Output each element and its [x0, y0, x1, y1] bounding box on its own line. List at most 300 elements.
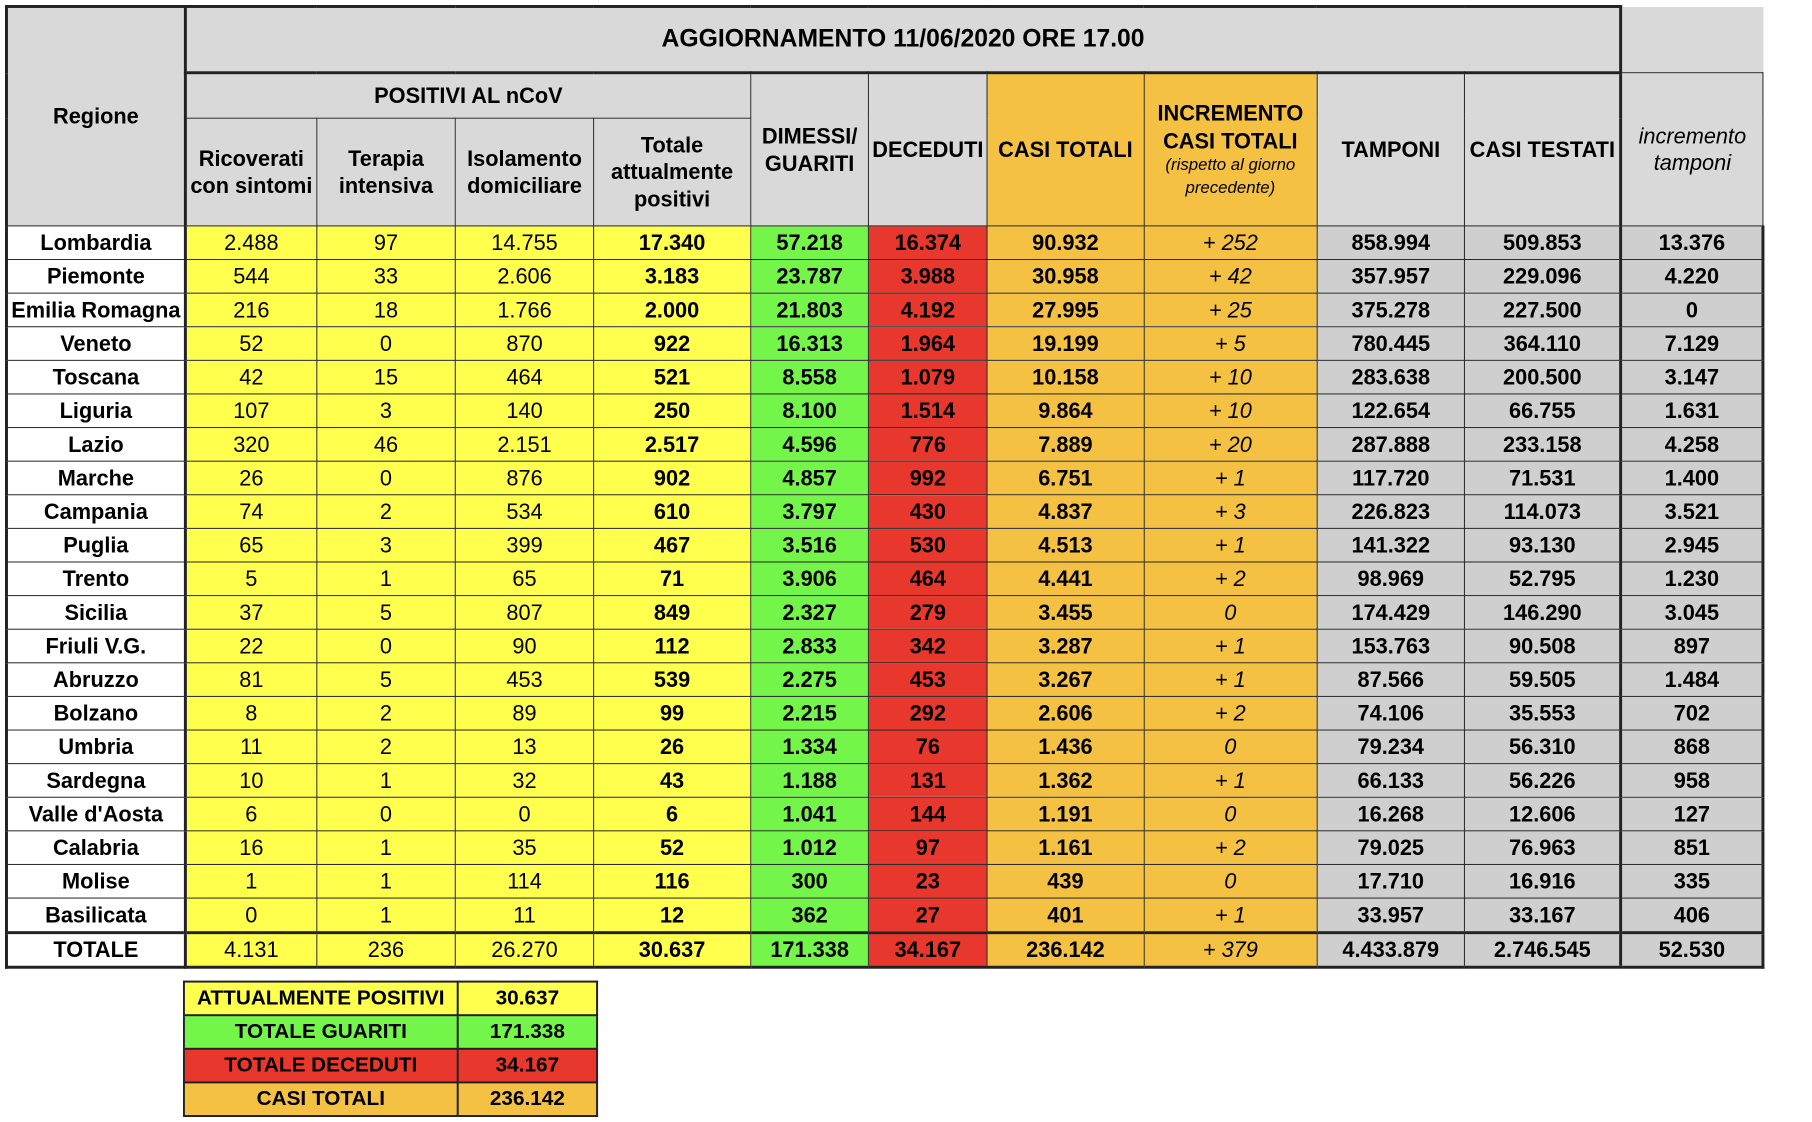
cell-incremento-tamponi: 7.129 [1621, 327, 1763, 361]
cell-incremento-tamponi: 13.376 [1621, 226, 1763, 260]
cell-casi-totali: 30.958 [987, 260, 1144, 294]
cell-incremento-tamponi: 1.631 [1621, 394, 1763, 428]
cell-incremento-tamponi: 0 [1621, 293, 1763, 327]
cell-casi-testati: 509.853 [1465, 226, 1621, 260]
cell-ricoverati: 1 [185, 864, 316, 898]
cell-totale-positivi: 112 [594, 629, 751, 663]
cell-ricoverati: 42 [185, 360, 316, 394]
cell-isolamento: 32 [455, 764, 593, 798]
cell-deceduti: 992 [869, 461, 987, 495]
cell-terapia: 1 [316, 864, 455, 898]
cell-deceduti: 144 [869, 797, 987, 831]
cell-casi-testati: 114.073 [1465, 495, 1621, 529]
cell-ricoverati: 2.488 [185, 226, 316, 260]
cell-tamponi: 98.969 [1317, 562, 1465, 596]
cell-deceduti: 4.192 [869, 293, 987, 327]
summary-row [184, 1082, 597, 1116]
cell-tamponi: 16.268 [1317, 797, 1465, 831]
cell-casi-totali: 236.142 [987, 933, 1144, 968]
cell-casi-totali: 19.199 [987, 327, 1144, 361]
cell-totale-positivi: 6 [594, 797, 751, 831]
cell-terapia: 0 [316, 327, 455, 361]
cell-regione: Molise [6, 864, 185, 898]
cell-terapia: 2 [316, 730, 455, 764]
header-dimessi: DIMESSI/ GUARITI [751, 73, 869, 226]
cell-isolamento: 65 [455, 562, 593, 596]
cell-isolamento: 807 [455, 596, 593, 630]
cell-deceduti: 97 [869, 831, 987, 865]
cell-dimessi: 2.215 [751, 696, 869, 730]
cell-incremento: + 1 [1144, 898, 1317, 933]
cell-incremento-tamponi: 3.147 [1621, 360, 1763, 394]
cell-casi-testati: 90.508 [1465, 629, 1621, 663]
cell-isolamento: 2.151 [455, 428, 593, 462]
cell-regione: Veneto [6, 327, 185, 361]
table-row [6, 764, 1762, 798]
cell-ricoverati: 216 [185, 293, 316, 327]
cell-terapia: 236 [316, 933, 455, 968]
cell-ricoverati: 81 [185, 663, 316, 697]
cell-tamponi: 780.445 [1317, 327, 1465, 361]
cell-isolamento: 140 [455, 394, 593, 428]
cell-casi-totali: 3.287 [987, 629, 1144, 663]
header-incremento [1144, 73, 1317, 226]
cell-isolamento: 870 [455, 327, 593, 361]
cell-totale-positivi: 12 [594, 898, 751, 933]
cell-tamponi: 141.322 [1317, 528, 1465, 562]
cell-regione: Friuli V.G. [6, 629, 185, 663]
cell-regione: Emilia Romagna [6, 293, 185, 327]
cell-totale-positivi: 52 [594, 831, 751, 865]
cell-isolamento: 464 [455, 360, 593, 394]
cell-dimessi: 23.787 [751, 260, 869, 294]
cell-regione: Abruzzo [6, 663, 185, 697]
table-row [6, 260, 1762, 294]
cell-totale-positivi: 2.000 [594, 293, 751, 327]
summary-label: TOTALE GUARITI [184, 1015, 458, 1049]
cell-terapia: 0 [316, 797, 455, 831]
cell-isolamento: 14.755 [455, 226, 593, 260]
cell-incremento: + 1 [1144, 764, 1317, 798]
cell-tamponi: 79.234 [1317, 730, 1465, 764]
cell-ricoverati: 11 [185, 730, 316, 764]
cell-casi-testati: 76.963 [1465, 831, 1621, 865]
cell-dimessi: 57.218 [751, 226, 869, 260]
table-row [6, 663, 1762, 697]
cell-isolamento: 0 [455, 797, 593, 831]
cell-isolamento: 1.766 [455, 293, 593, 327]
cell-incremento-tamponi: 127 [1621, 797, 1763, 831]
cell-terapia: 2 [316, 495, 455, 529]
cell-totale-positivi: 26 [594, 730, 751, 764]
cell-tamponi: 17.710 [1317, 864, 1465, 898]
cell-casi-testati: 233.158 [1465, 428, 1621, 462]
cell-casi-testati: 56.310 [1465, 730, 1621, 764]
cell-dimessi: 171.338 [751, 933, 869, 968]
cell-terapia: 2 [316, 696, 455, 730]
cell-casi-totali: 3.267 [987, 663, 1144, 697]
cell-totale-positivi: 3.183 [594, 260, 751, 294]
cell-terapia: 0 [316, 461, 455, 495]
cell-totale-positivi: 539 [594, 663, 751, 697]
cell-incremento: + 2 [1144, 831, 1317, 865]
header-deceduti: DECEDUTI [869, 73, 987, 226]
summary-value: 236.142 [458, 1082, 597, 1116]
cell-totale-positivi: 250 [594, 394, 751, 428]
cell-incremento-tamponi: 702 [1621, 696, 1763, 730]
cell-regione: Valle d'Aosta [6, 797, 185, 831]
report [5, 5, 1764, 1111]
cell-isolamento: 534 [455, 495, 593, 529]
cell-terapia: 97 [316, 226, 455, 260]
cell-incremento-tamponi: 1.230 [1621, 562, 1763, 596]
cell-totale-positivi: 2.517 [594, 428, 751, 462]
cell-casi-totali: 1.161 [987, 831, 1144, 865]
cell-terapia: 0 [316, 629, 455, 663]
cell-incremento: + 42 [1144, 260, 1317, 294]
cell-incremento-tamponi: 851 [1621, 831, 1763, 865]
cell-casi-testati: 16.916 [1465, 864, 1621, 898]
cell-tamponi: 4.433.879 [1317, 933, 1465, 968]
cell-deceduti: 16.374 [869, 226, 987, 260]
cell-ricoverati: 8 [185, 696, 316, 730]
cell-tamponi: 87.566 [1317, 663, 1465, 697]
cell-deceduti: 530 [869, 528, 987, 562]
cell-dimessi: 1.012 [751, 831, 869, 865]
cell-regione: Toscana [6, 360, 185, 394]
cell-dimessi: 2.833 [751, 629, 869, 663]
table-row [6, 528, 1762, 562]
cell-tamponi: 33.957 [1317, 898, 1465, 933]
cell-casi-testati: 229.096 [1465, 260, 1621, 294]
cell-totale-positivi: 849 [594, 596, 751, 630]
cell-regione: Piemonte [6, 260, 185, 294]
cell-incremento: 0 [1144, 730, 1317, 764]
cell-tamponi: 858.994 [1317, 226, 1465, 260]
cell-dimessi: 1.041 [751, 797, 869, 831]
cell-deceduti: 279 [869, 596, 987, 630]
cell-ricoverati: 22 [185, 629, 316, 663]
cell-dimessi: 1.188 [751, 764, 869, 798]
cell-incremento: + 2 [1144, 696, 1317, 730]
cell-totale-positivi: 116 [594, 864, 751, 898]
cell-isolamento: 89 [455, 696, 593, 730]
cell-incremento-tamponi: 1.400 [1621, 461, 1763, 495]
header-incremento-note: (rispetto al giorno precedente) [1165, 155, 1296, 197]
cell-casi-testati: 56.226 [1465, 764, 1621, 798]
header-isolamento: Isolamento domiciliare [455, 118, 593, 226]
cell-incremento: 0 [1144, 797, 1317, 831]
cell-incremento-tamponi: 2.945 [1621, 528, 1763, 562]
cell-tamponi: 226.823 [1317, 495, 1465, 529]
table-row [6, 730, 1762, 764]
cell-ricoverati: 0 [185, 898, 316, 933]
covid-regional-table [5, 5, 1764, 969]
cell-isolamento: 2.606 [455, 260, 593, 294]
cell-casi-testati: 66.755 [1465, 394, 1621, 428]
cell-incremento: + 10 [1144, 394, 1317, 428]
cell-incremento-tamponi: 406 [1621, 898, 1763, 933]
cell-ricoverati: 10 [185, 764, 316, 798]
cell-casi-testati: 33.167 [1465, 898, 1621, 933]
cell-ricoverati: 320 [185, 428, 316, 462]
cell-casi-totali: 10.158 [987, 360, 1144, 394]
cell-terapia: 5 [316, 596, 455, 630]
cell-incremento: 0 [1144, 596, 1317, 630]
cell-incremento-tamponi: 958 [1621, 764, 1763, 798]
cell-isolamento: 453 [455, 663, 593, 697]
cell-casi-totali: 439 [987, 864, 1144, 898]
cell-deceduti: 464 [869, 562, 987, 596]
cell-totale-positivi: 922 [594, 327, 751, 361]
cell-dimessi: 300 [751, 864, 869, 898]
cell-deceduti: 76 [869, 730, 987, 764]
cell-casi-totali: 6.751 [987, 461, 1144, 495]
cell-isolamento: 114 [455, 864, 593, 898]
cell-casi-totali: 90.932 [987, 226, 1144, 260]
cell-deceduti: 34.167 [869, 933, 987, 968]
cell-terapia: 1 [316, 831, 455, 865]
cell-isolamento: 90 [455, 629, 593, 663]
cell-incremento-tamponi: 3.045 [1621, 596, 1763, 630]
header-incremento-label: INCREMENTO CASI TOTALI [1157, 100, 1304, 153]
cell-casi-totali: 2.606 [987, 696, 1144, 730]
cell-incremento-tamponi: 4.258 [1621, 428, 1763, 462]
cell-dimessi: 3.797 [751, 495, 869, 529]
table-row [6, 360, 1762, 394]
cell-deceduti: 453 [869, 663, 987, 697]
cell-casi-testati: 93.130 [1465, 528, 1621, 562]
cell-incremento: + 1 [1144, 663, 1317, 697]
cell-ricoverati: 74 [185, 495, 316, 529]
cell-regione: Sicilia [6, 596, 185, 630]
summary-table [183, 981, 598, 1117]
cell-dimessi: 21.803 [751, 293, 869, 327]
cell-tamponi: 117.720 [1317, 461, 1465, 495]
cell-incremento: + 10 [1144, 360, 1317, 394]
total-row [6, 933, 1762, 968]
cell-ricoverati: 16 [185, 831, 316, 865]
header-casi-testati: CASI TESTATI [1465, 73, 1621, 226]
cell-casi-totali: 9.864 [987, 394, 1144, 428]
summary-row [184, 982, 597, 1016]
table-row [6, 562, 1762, 596]
cell-incremento: + 25 [1144, 293, 1317, 327]
table-row [6, 461, 1762, 495]
cell-dimessi: 2.327 [751, 596, 869, 630]
cell-dimessi: 3.906 [751, 562, 869, 596]
cell-incremento: + 1 [1144, 461, 1317, 495]
cell-regione: Calabria [6, 831, 185, 865]
cell-incremento: + 379 [1144, 933, 1317, 968]
table-row [6, 327, 1762, 361]
cell-isolamento: 11 [455, 898, 593, 933]
cell-ricoverati: 4.131 [185, 933, 316, 968]
cell-ricoverati: 5 [185, 562, 316, 596]
cell-casi-totali: 4.513 [987, 528, 1144, 562]
cell-casi-testati: 12.606 [1465, 797, 1621, 831]
cell-deceduti: 292 [869, 696, 987, 730]
summary-row [184, 1049, 597, 1083]
cell-incremento: + 3 [1144, 495, 1317, 529]
cell-incremento: + 1 [1144, 528, 1317, 562]
cell-totale-positivi: 43 [594, 764, 751, 798]
cell-casi-totali: 1.191 [987, 797, 1144, 831]
cell-isolamento: 876 [455, 461, 593, 495]
cell-tamponi: 357.957 [1317, 260, 1465, 294]
cell-casi-testati: 227.500 [1465, 293, 1621, 327]
cell-terapia: 15 [316, 360, 455, 394]
cell-regione: Trento [6, 562, 185, 596]
cell-regione: Lombardia [6, 226, 185, 260]
cell-regione: Liguria [6, 394, 185, 428]
cell-terapia: 1 [316, 898, 455, 933]
cell-isolamento: 13 [455, 730, 593, 764]
page-title: AGGIORNAMENTO 11/06/2020 ORE 17.00 [185, 6, 1621, 72]
cell-incremento-tamponi: 52.530 [1621, 933, 1763, 968]
cell-terapia: 18 [316, 293, 455, 327]
table-row [6, 394, 1762, 428]
cell-deceduti: 23 [869, 864, 987, 898]
summary-label: TOTALE DECEDUTI [184, 1049, 458, 1083]
cell-incremento-tamponi: 335 [1621, 864, 1763, 898]
cell-ricoverati: 107 [185, 394, 316, 428]
cell-incremento-tamponi: 1.484 [1621, 663, 1763, 697]
header-casi-totali: CASI TOTALI [987, 73, 1144, 226]
cell-casi-testati: 146.290 [1465, 596, 1621, 630]
cell-terapia: 33 [316, 260, 455, 294]
cell-regione: Sardegna [6, 764, 185, 798]
cell-terapia: 3 [316, 394, 455, 428]
cell-incremento: + 5 [1144, 327, 1317, 361]
cell-casi-testati: 59.505 [1465, 663, 1621, 697]
table-row [6, 428, 1762, 462]
summary-value: 34.167 [458, 1049, 597, 1083]
cell-incremento-tamponi: 897 [1621, 629, 1763, 663]
table-row [6, 495, 1762, 529]
header-incremento-tamponi: incremento tamponi [1621, 73, 1763, 226]
cell-tamponi: 79.025 [1317, 831, 1465, 865]
cell-ricoverati: 544 [185, 260, 316, 294]
cell-casi-totali: 7.889 [987, 428, 1144, 462]
cell-ricoverati: 52 [185, 327, 316, 361]
cell-dimessi: 4.857 [751, 461, 869, 495]
cell-regione: Campania [6, 495, 185, 529]
cell-regione: Puglia [6, 528, 185, 562]
cell-casi-testati: 71.531 [1465, 461, 1621, 495]
cell-regione: TOTALE [6, 933, 185, 968]
cell-casi-testati: 52.795 [1465, 562, 1621, 596]
cell-dimessi: 16.313 [751, 327, 869, 361]
cell-deceduti: 3.988 [869, 260, 987, 294]
cell-deceduti: 1.079 [869, 360, 987, 394]
table-row [6, 596, 1762, 630]
cell-casi-totali: 1.436 [987, 730, 1144, 764]
cell-deceduti: 27 [869, 898, 987, 933]
cell-terapia: 5 [316, 663, 455, 697]
cell-isolamento: 35 [455, 831, 593, 865]
cell-deceduti: 776 [869, 428, 987, 462]
cell-casi-testati: 2.746.545 [1465, 933, 1621, 968]
cell-totale-positivi: 902 [594, 461, 751, 495]
cell-casi-testati: 35.553 [1465, 696, 1621, 730]
cell-totale-positivi: 521 [594, 360, 751, 394]
cell-incremento: + 252 [1144, 226, 1317, 260]
table-row [6, 629, 1762, 663]
cell-tamponi: 287.888 [1317, 428, 1465, 462]
cell-dimessi: 3.516 [751, 528, 869, 562]
cell-tamponi: 375.278 [1317, 293, 1465, 327]
cell-casi-totali: 27.995 [987, 293, 1144, 327]
cell-dimessi: 2.275 [751, 663, 869, 697]
cell-tamponi: 74.106 [1317, 696, 1465, 730]
cell-regione: Lazio [6, 428, 185, 462]
cell-tamponi: 174.429 [1317, 596, 1465, 630]
header-positivi-group: POSITIVI AL nCoV [185, 73, 750, 118]
cell-deceduti: 131 [869, 764, 987, 798]
cell-terapia: 3 [316, 528, 455, 562]
cell-totale-positivi: 71 [594, 562, 751, 596]
table-row [6, 797, 1762, 831]
cell-ricoverati: 6 [185, 797, 316, 831]
cell-casi-testati: 200.500 [1465, 360, 1621, 394]
cell-casi-testati: 364.110 [1465, 327, 1621, 361]
cell-tamponi: 153.763 [1317, 629, 1465, 663]
header-terapia: Terapia intensiva [316, 118, 455, 226]
table-row [6, 293, 1762, 327]
table-row [6, 226, 1762, 260]
table-row [6, 898, 1762, 933]
cell-regione: Marche [6, 461, 185, 495]
cell-incremento: + 2 [1144, 562, 1317, 596]
cell-tamponi: 66.133 [1317, 764, 1465, 798]
cell-isolamento: 26.270 [455, 933, 593, 968]
cell-dimessi: 4.596 [751, 428, 869, 462]
cell-incremento-tamponi: 868 [1621, 730, 1763, 764]
summary-value: 30.637 [458, 982, 597, 1016]
cell-totale-positivi: 467 [594, 528, 751, 562]
cell-totale-positivi: 610 [594, 495, 751, 529]
table-row [6, 696, 1762, 730]
header-totale-positivi: Totale attualmente positivi [594, 118, 751, 226]
header-ricoverati: Ricoverati con sintomi [185, 118, 316, 226]
cell-ricoverati: 37 [185, 596, 316, 630]
cell-deceduti: 1.964 [869, 327, 987, 361]
cell-deceduti: 1.514 [869, 394, 987, 428]
cell-tamponi: 122.654 [1317, 394, 1465, 428]
cell-dimessi: 8.100 [751, 394, 869, 428]
cell-ricoverati: 65 [185, 528, 316, 562]
cell-totale-positivi: 30.637 [594, 933, 751, 968]
cell-isolamento: 399 [455, 528, 593, 562]
cell-terapia: 46 [316, 428, 455, 462]
cell-incremento: 0 [1144, 864, 1317, 898]
cell-incremento-tamponi: 3.521 [1621, 495, 1763, 529]
cell-dimessi: 8.558 [751, 360, 869, 394]
cell-terapia: 1 [316, 764, 455, 798]
cell-incremento: + 20 [1144, 428, 1317, 462]
cell-casi-totali: 1.362 [987, 764, 1144, 798]
cell-regione: Bolzano [6, 696, 185, 730]
cell-incremento-tamponi: 4.220 [1621, 260, 1763, 294]
cell-deceduti: 430 [869, 495, 987, 529]
summary-value: 171.338 [458, 1015, 597, 1049]
title-spacer [1621, 6, 1763, 72]
summary-label: CASI TOTALI [184, 1082, 458, 1116]
cell-dimessi: 1.334 [751, 730, 869, 764]
cell-regione: Basilicata [6, 898, 185, 933]
summary-row [184, 1015, 597, 1049]
